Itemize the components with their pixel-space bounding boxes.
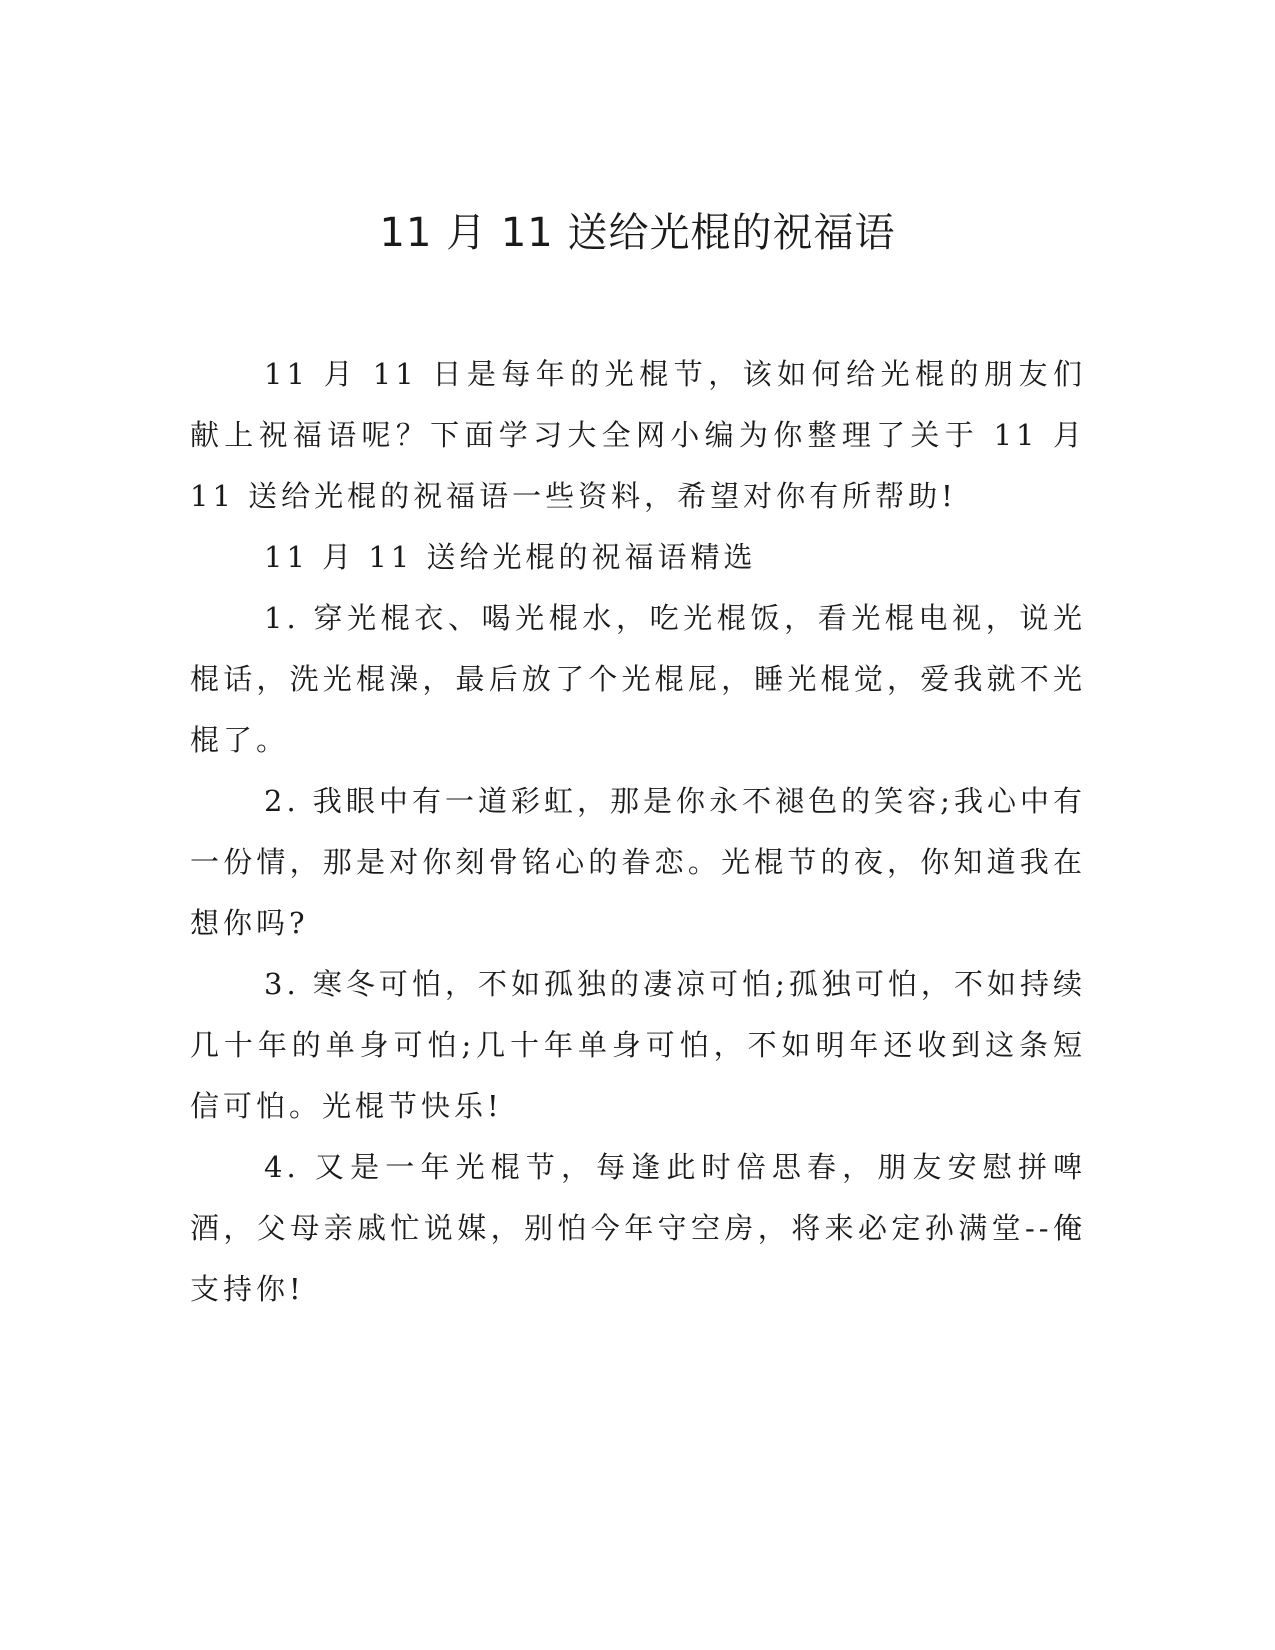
greeting-item-2: 2. 我眼中有一道彩虹，那是你永不褪色的笑容;我心中有一份情，那是对你刻骨铭心的眷恋。光棍节的夜，你知道我在想你吗? [190,784,1086,940]
greeting-item-3: 3. 寒冬可怕，不如孤独的凄凉可怕;孤独可怕，不如持续几十年的单身可怕;几十年单身可怕，不如明年还收到这条短信可怕。光棍节快乐! [190,967,1086,1123]
document-title: 11 月 11 送给光棍的祝福语 [379,210,896,256]
section-heading: 11 月 11 送给光棍的祝福语精选 [264,540,757,574]
intro-paragraph: 11 月 11 日是每年的光棍节，该如何给光棍的朋友们献上祝福语呢？下面学习大全网小编为你整理了关于 11 月 11 送给光棍的祝福语一些资料，希望对你有所帮助! [190,357,1086,513]
greeting-item-1: 1. 穿光棍衣、喝光棍水，吃光棍饭，看光棍电视，说光棍话，洗光棍澡，最后放了个光棍屁，睡光棍觉，爱我就不光棍了。 [190,601,1086,757]
document-body [190,344,1086,1320]
greeting-item-4: 4. 又是一年光棍节，每逢此时倍思春，朋友安慰拼啤酒，父母亲戚忙说媒，别怕今年守空房，将来必定孙满堂--俺支持你! [190,1150,1086,1306]
